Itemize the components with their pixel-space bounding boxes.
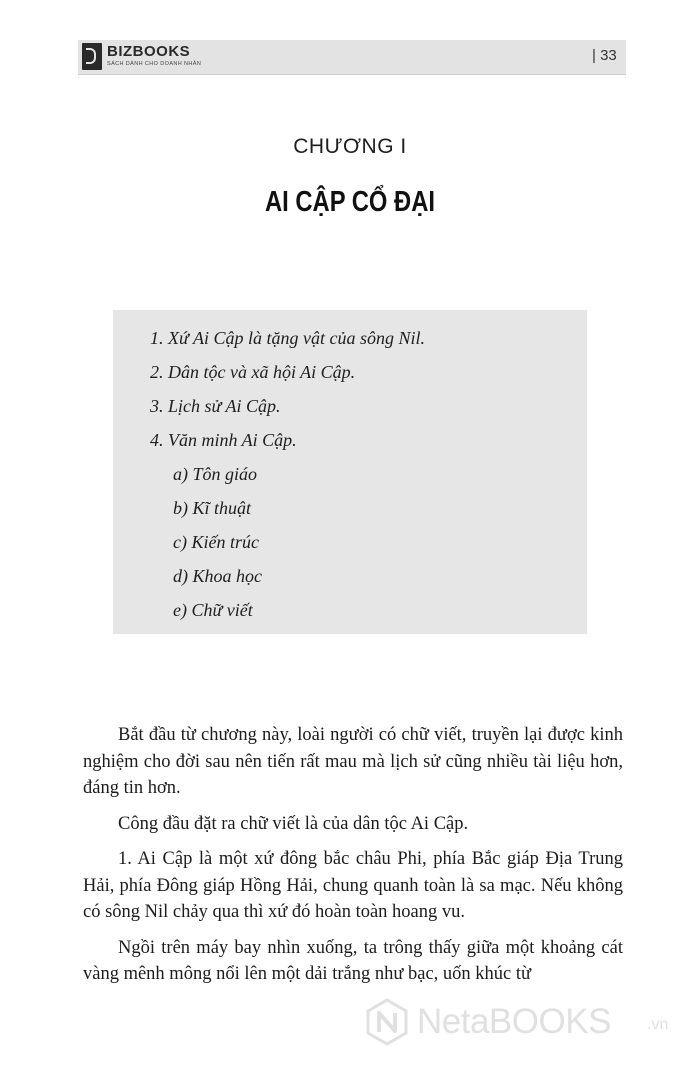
paragraph: Công đầu đặt ra chữ viết là của dân tộc Ai Cập.	[118, 813, 469, 834]
paragraph: 1. Ai Cập là một xứ đông bắc châu Phi, phía Bắc giáp Địa Trung Hải, phía Đông giáp Hồng Hải, chung quanh toàn là sa mạc. Nếu không có sông Nil chảy qua thì xứ đó hoàn toàn hoang vu.	[83, 849, 623, 922]
outline-item: 4. Văn minh Ai Cập.	[150, 430, 297, 450]
outline-subitem: c) Kiến trúc	[173, 532, 259, 552]
publisher-name: BIZBOOKS	[107, 43, 191, 60]
outline-subitem: b) Kĩ thuật	[173, 498, 252, 518]
outline-subitem: e) Chữ viết	[173, 600, 253, 620]
outline-item: 2. Dân tộc và xã hội Ai Cập.	[150, 362, 356, 382]
publisher-logo	[82, 42, 202, 72]
paragraph: Bắt đầu từ chương này, loài người có chữ viết, truyền lại được kinh nghiệm cho đời sau nên tiến rất mau mà lịch sử cũng nhiều tài liệu hơn, đáng tin hơn.	[83, 725, 623, 798]
outline-subitem: d) Khoa học	[173, 566, 262, 586]
chapter-label: CHƯƠNG I	[293, 135, 407, 158]
watermark-suffix: .vn	[647, 1016, 669, 1033]
page-number: | 33	[592, 47, 617, 64]
watermark-name: NetaBOOKS	[417, 1002, 611, 1041]
chapter-title: AI CẬP CỔ ĐẠI	[264, 186, 435, 218]
outline-subitem: a) Tôn giáo	[173, 464, 258, 484]
publisher-tagline: SÁCH DÀNH CHO DOANH NHÂN	[107, 61, 202, 67]
outline-item: 1. Xứ Ai Cập là tặng vật của sông Nil.	[150, 328, 425, 348]
netabooks-logo-icon	[365, 998, 409, 1046]
outline-item: 3. Lịch sử Ai Cập.	[150, 396, 281, 416]
paragraph: Ngồi trên máy bay nhìn xuống, ta trông thấy giữa một khoảng cát vàng mênh mông nổi lên một dải trắng như bạc, uốn khúc từ	[83, 937, 623, 984]
watermark	[365, 998, 685, 1048]
bizbooks-logo-icon	[82, 43, 102, 70]
body-text	[83, 722, 623, 997]
